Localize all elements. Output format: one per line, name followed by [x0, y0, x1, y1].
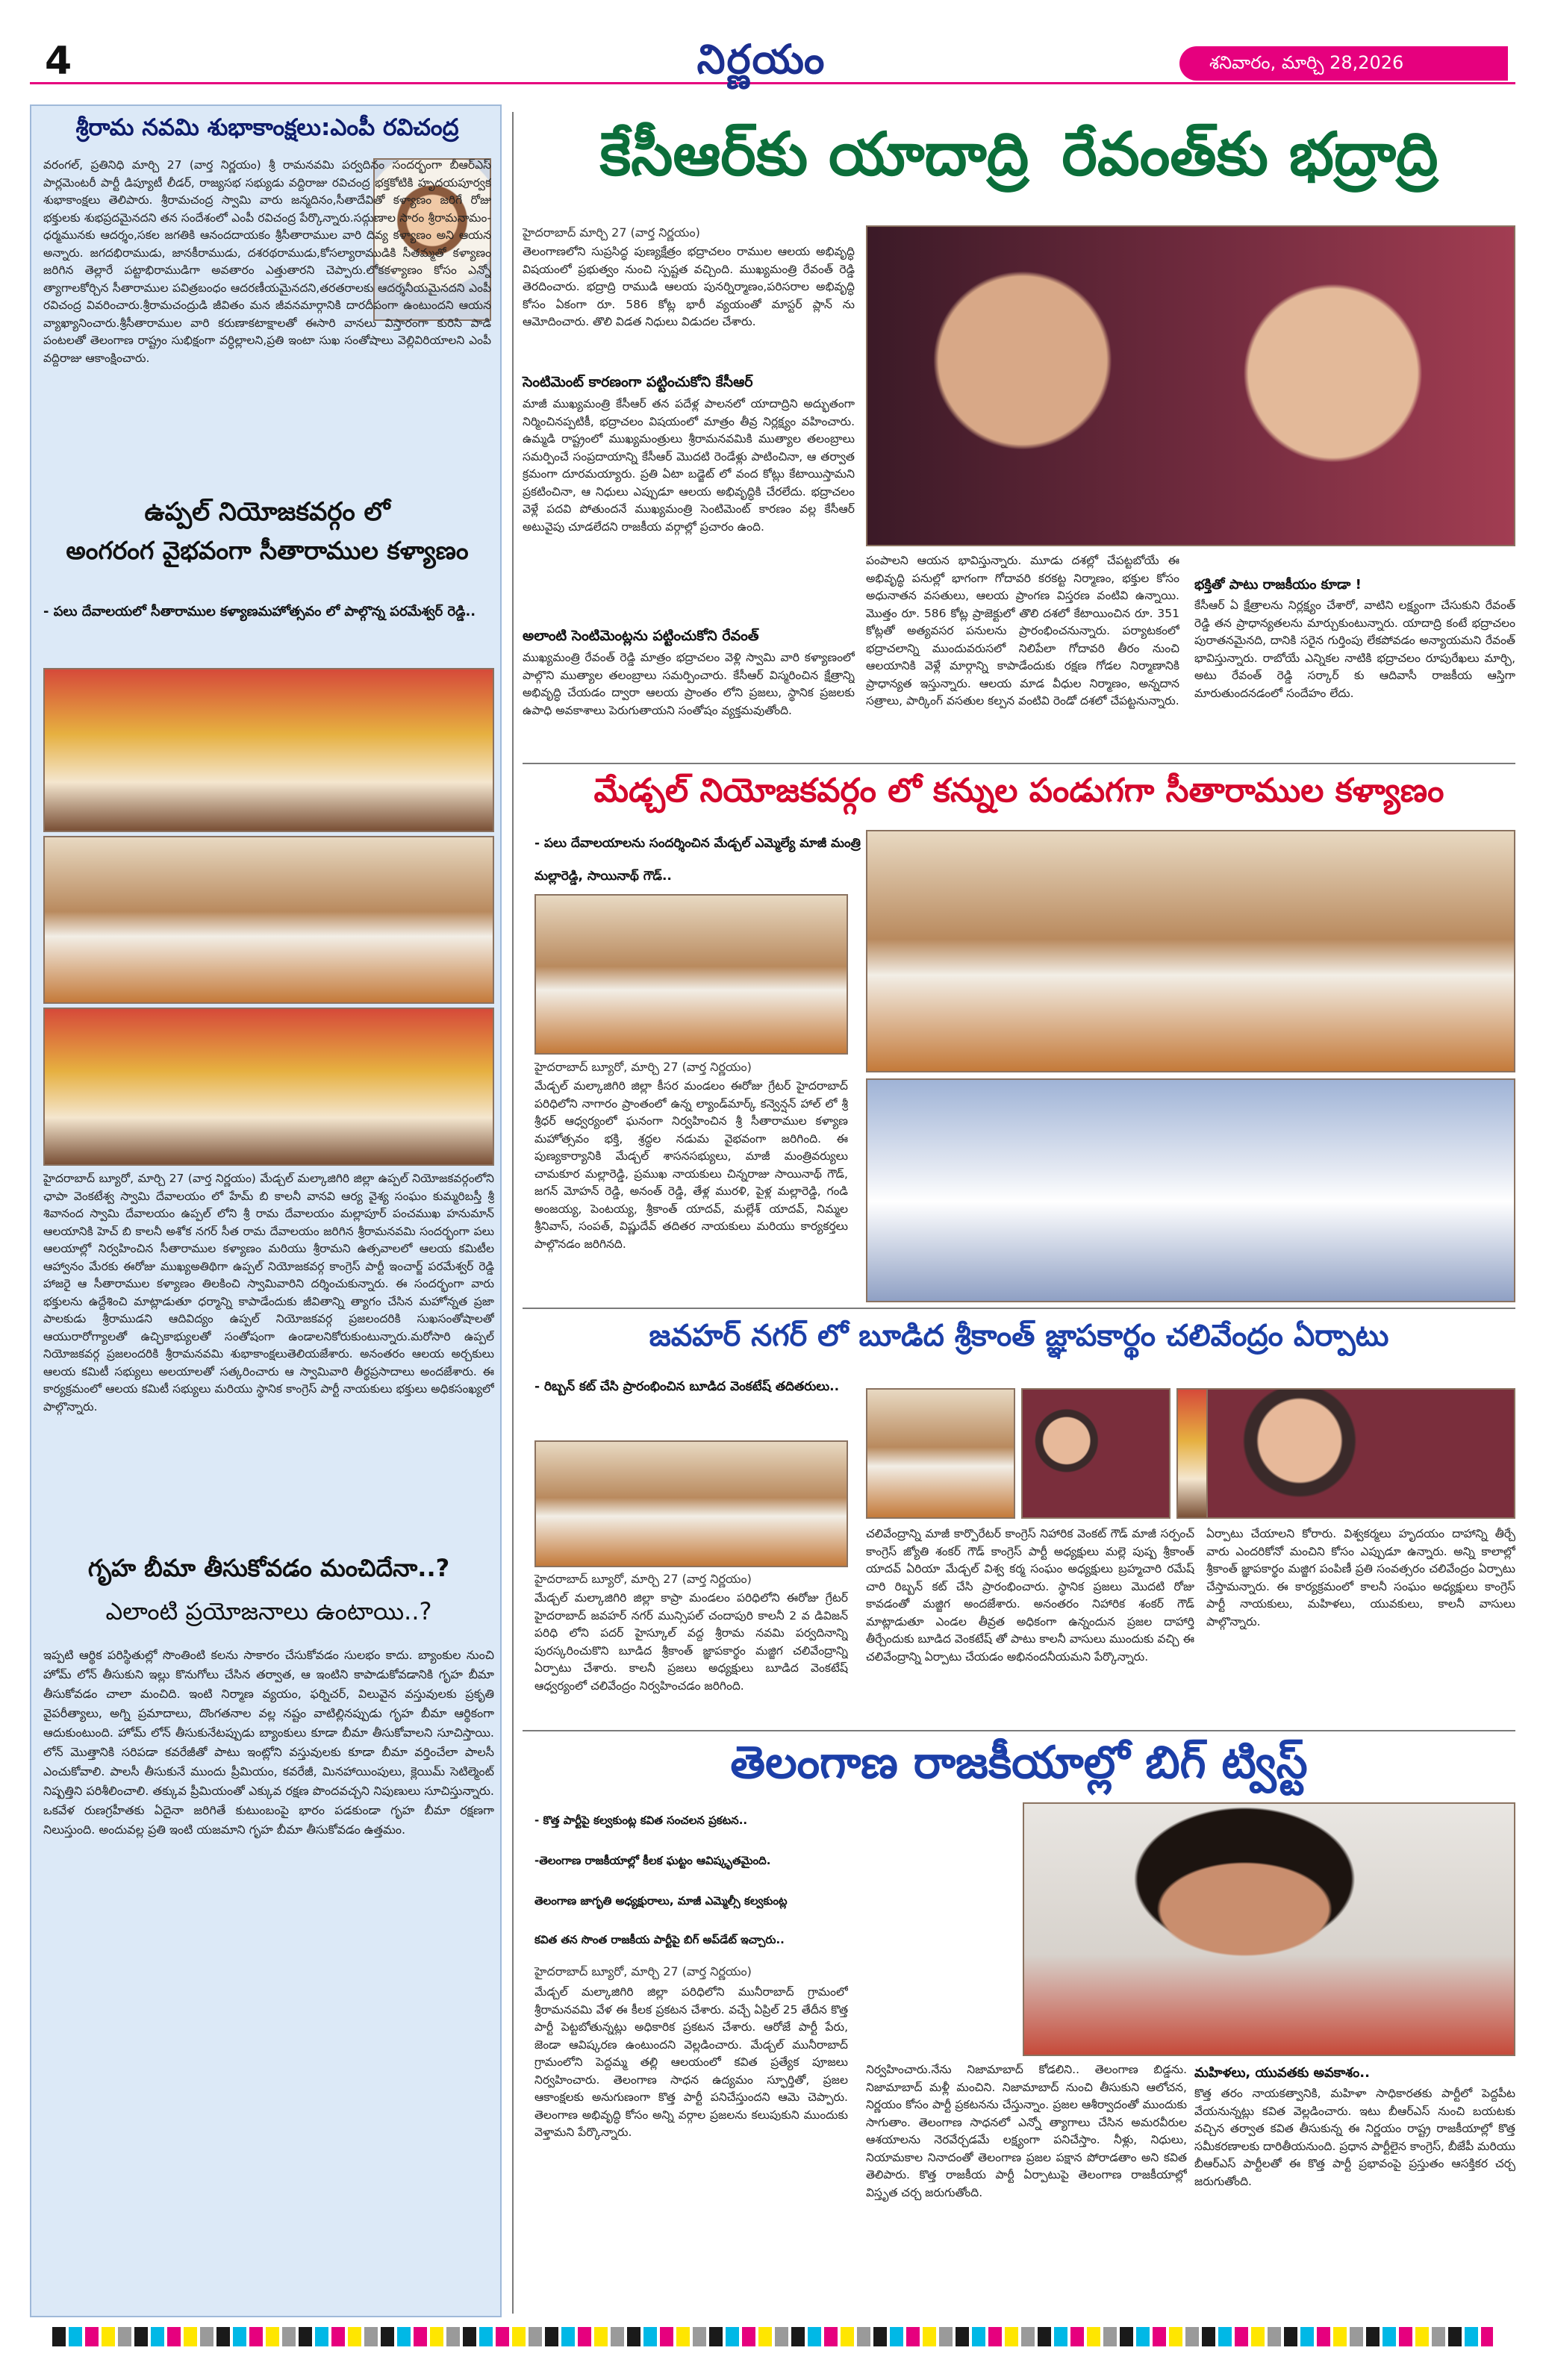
story4-body-col3: కొత్త తరం నాయకత్వానికి, మహిళా సాధికారతకు పార్టీలో పెద్దపీట వేయనున్నట్లు కవిత వెల్లడించారు. ఇటు బీఆర్ఎస్ నుంచి బయటకు వచ్చిన తర్వాత కవిత తీసుకున్న ఈ నిర్ణయం రాష్ట్ర రాజకీయాల్లో కొత్త సమీకరణాలకు దారితీయనుంది. ప్రధాన పార్టీలైన కాంగ్రెస్, బీజేపీ మరియు బీఆర్ఎస్ పార్టీలతో ఈ కొత్త పార్టీ ప్రభావంపై ప్రస్తుతం ఆసక్తికర చర్చ జరుగుతోంది. — [1194, 2087, 1515, 2188]
photo-ritual-1 — [43, 668, 494, 832]
left-article-1 — [43, 112, 491, 143]
story3-body-col1: మేడ్చల్ మల్కాజిగిరి జిల్లా కాప్రా మండలం పరిధిలోని ఈరోజు గ్రేటర్ హైదరాబాద్ జవహర్ నగర్ మున్సిపల్ చందాపురి కాలనీ 2 వ డివిజన్ పరిధి లోని పదర్ హైస్కూల్ వద్ద శ్రీరామ నవమి పర్వదినాన్ని పురస్కరించుకొని బూడిద శ్రీకాంత్ జ్ఞాపకార్థం మజ్జిగ చలివేంద్రాన్ని ఏర్పాటు చేశారు. కాలనీ ప్రజలు అధ్యక్షులు బూడిద వెంకటేష్ ఆధ్వర్యంలో చలివేంద్రం నిర్వహించడం జరిగింది. — [534, 1591, 848, 1693]
story1-body1: మాజీ ముఖ్యమంత్రి కేసీఆర్ తన పదేళ్ల పాలనలో యాదాద్రిని అద్భుతంగా నిర్మించినప్పటికీ, భద్రాచలం విషయంలో మాత్రం తీవ్ర నిర్లక్ష్యం వహించారు. ఉమ్మడి రాష్ట్రంలో ముఖ్యమంత్రులు శ్రీరామనవమికి ముత్యాల తలంబ్రాలు సమర్పించే సంప్రదాయాన్ని కేసీఆర్ మొదటి రెండేళ్లు పాటించినా, ఆ తర్వాత క్రమంగా దూరమయ్యారు. ప్రతి ఏటా బడ్జెట్ లో వంద కోట్లు కేటాయిస్తామని ప్రకటించినా, ఆ నిధులు ఎప్పుడూ ఆలయ అభివృద్ధికి చేరలేదు. భద్రాచలం వెళ్లే పదవి పోతుందనే ముఖ్యమంత్రి సెంటిమెంట్ కారణం వల్ల కేసీఆర్ అటువైపు చూడలేదని రాజకీయ వర్గాల్లో ప్రచారం ఉంది. — [523, 397, 855, 534]
story2-dateline: హైదరాబాద్ బ్యూరో, మార్చి 27 (వార్త నిర్ణయం) — [534, 1060, 752, 1074]
photo-ritual-3 — [43, 1008, 494, 1166]
story1-sub2: అలాంటి సెంటిమెంట్లను పట్టించుకోని రేవంత్ — [523, 628, 759, 644]
story1-sub1: సెంటిమెంట్ కారణంగా పట్టించుకోని కేసీఆర్ — [523, 374, 753, 390]
page-number: 4 — [45, 39, 72, 84]
left-a1-body: వరంగల్, ప్రతినిధి మార్చి 27 (వార్త నిర్ణయం) శ్రీ రామనవమి పర్వదినం సందర్భంగా బీఆర్ఎస్ పార్లమెంటరీ పార్టీ డిప్యూటీ లీడర్, రాజ్యసభ సభ్యుడు వద్దిరాజు రవిచంద్ర భక్తకోటికి హృదయపూర్వక శుభాకాంక్షలు తెలిపారు. శ్రీరామచంద్ర స్వామి వారు జన్మదినం,సీతాదేవితో కళ్యాణం జరిగే రోజు భక్తులకు శుభప్రదమైనదని తన సందేశంలో ఎంపీ రవిచంద్ర పేర్కొన్నారు.సద్గుణాల సారం శ్రీరామనామం-ధర్మమునకు ఆదర్శం,సకల జగతికి ఆనందదాయకం శ్రీసీతారాముల వారి దివ్య కళ్యాణం అని ఆయన అన్నారు. జగదభిరాముడు, జానకీరాముడు, దశరథరాముడు,కోసల్యారాముడికి సీతమ్మతో కళ్యాణం జరిగిన తెల్లారే పట్టాభిరాముడిగా అవతారం ఎత్తుతారని చెప్పారు.లోకకళ్యాణం కోసం ఎన్నో త్యాగాలకోర్చిన సీతారాముల పవిత్రబంధం ఆదరణీయమైనదని,తరతరాలకు ఆదర్శనీయమైనదని ఎంపీ రవిచంద్ర వివరించారు.శ్రీరామచంద్రుడి జీవితం మన జీవనమార్గానికి దారదీపంగా ఉంటుందని ఆయన వ్యాఖ్యానించారు.శ్రీసీతారాముల వారి కరుణాకటాక్షాలతో ఈసారి వానలు విస్తారంగా కురిసి పాడి పంటలతో తెలంగాణ రాష్ట్రం సుభిక్షంగా వర్ధిల్లాలని,ప్రతి ఇంటా సుఖ సంతోషాలు వెల్లివిరియాలని ఎంపీ వద్దిరాజు ఆకాంక్షించారు. — [43, 158, 491, 365]
story3-body-col2: చలివేంద్రాన్ని మాజీ కార్పొరేటర్ కాంగ్రెస్ నిహారిక వెంకట్ గౌడ్ మాజీ సర్పంచ్ కాంగ్రెస్ జ్యోతి శంకర్ గౌడ్ కాంగ్రెస్ పార్టీ అధ్యక్షులు మల్లె పుష్ప శ్రీకాంత్ యాదవ్ ఏరియా మేడ్చల్ విశ్వ కర్మ సంఘం అధ్యక్షులు బ్రహ్మచారి రమేష్ చారి రిబ్బన్ కట్ చేసి ప్రారంభించారు. స్థానిక ప్రజలు మొదటి రోజు కావడంతో మజ్జిగ అందజేశారు. అనంతరం నిహారిక శంకర్ గౌడ్ మాట్లాడుతూ ఎండల తీవ్రత అధికంగా ఉన్నందున ప్రజల దాహార్తి తీర్చేందుకు బూడిద వెంకటేష్ తో పాటు కాలనీ వాసులు ముందుకు వచ్చి ఈ చలివేంద్రాన్ని ఏర్పాటు చేయడం అభినందనీయమని పేర్కొన్నారు. — [866, 1527, 1194, 1664]
story4-top-rule — [523, 1730, 1515, 1731]
story3-dateline: హైదరాబాద్ బ్యూరో, మార్చి 27 (వార్త నిర్ణయం) — [534, 1572, 752, 1586]
story4-bullet-2: -తెలంగాణ రాజకీయాల్లో కీలక ఘట్టం ఆవిష్కృతమైంది. — [534, 1854, 771, 1867]
photo-jawahar-1 — [534, 1440, 848, 1567]
story4-bullet-4: కవిత తన సొంత రాజకీయ పార్టీపై బిగ్ అప్‌డేట్ ఇచ్చారు.. — [534, 1933, 785, 1946]
photo-jawahar-2 — [866, 1388, 1015, 1519]
story1-intro: తెలంగాణలోని సుప్రసిద్ధ పుణ్యక్షేత్రం భద్రాచలం రాముల ఆలయ అభివృద్ధి విషయంలో ప్రభుత్వం నుంచి స్పష్టత వచ్చింది. ముఖ్యమంత్రి రేవంత్ రెడ్డి తెరదించారు. భద్రాద్రి రాముడి ఆలయ పునర్నిర్మాణం,పరిసరాల అభివృద్ధి కోసం ఏకంగా రూ. 586 కోట్ల భారీ వ్యయంతో మాస్టర్ ప్లాన్ ను ఆమోదించారు. తొలి విడత నిధులు విడుదల చేశారు. — [523, 245, 855, 328]
story4-body-col2: నిర్వహించారు.నేను నిజామాబాద్ కోడలిని.. తెలంగాణ బిడ్డను. నిజామాబాద్ మళ్లీ మంచిని. నిజామాబాద్ నుంచి తీసుకుని ఆలోచన, నిర్ణయం కోసం పార్టీ ప్రకటనను చేస్తున్నాం. ప్రజల ఆశీర్వాదంతో ముందుకు సాగుతాం. తెలంగాణ సాధనలో ఎన్నో త్యాగాలు చేసిన అమరవీరుల ఆశయాలను నెరవేర్చడమే లక్ష్యంగా పనిచేస్తాం. నీళ్లు, నిధులు, నియామకాల నినాదంతో తెలంగాణ ప్రజల పక్షాన పోరాడతాం అని కవిత తెలిపారు. కొత్త రాజకీయ పార్టీ ఏర్పాటుపై తెలంగాణ రాజకీయాల్లో విస్తృత చర్చ జరుగుతోంది. — [866, 2063, 1187, 2199]
photo-kavitha — [1023, 1802, 1515, 2056]
story3-headline: జవహర్ నగర్ లో బూడిద శ్రీకాంత్ జ్ఞాపకార్థం చలివేంద్రం ఏర్పాటు — [649, 1319, 1389, 1353]
photo-revanth-kcr — [866, 225, 1515, 546]
story4-sub: మహిళలు, యువతకు అవకాశం.. — [1194, 2065, 1370, 2081]
story2-headline: మేడ్చల్ నియోజకవర్గం లో కన్నుల పండుగగా సీతారాముల కళ్యాణం — [593, 772, 1444, 810]
story1-sub3: భక్తితో పాటు రాజకీయం కూడా ! — [1194, 577, 1362, 593]
print-registration-strip — [52, 2327, 1493, 2346]
main-headline-part2: రేవంత్‌కు భద్రాద్రి — [1062, 119, 1438, 189]
photo-medchal-2 — [866, 830, 1515, 1072]
story3-body-col3: ఏర్పాటు చేయాలని కోరారు. విశ్వకర్మలు హృదయం దాహాన్ని తీర్చే వారు ఎందరికోనో మంచిని కోసం ఎప్పుడూ ఉన్నారు. అన్ని కాలాల్లో శ్రీకాంత్ జ్ఞాపకార్థం మజ్జిగ పంపిణీ ప్రతి సంవత్సరం చలివేంద్రం ఏర్పాటు చేస్తామన్నారు. ఈ కార్యక్రమంలో కాలనీ సంఘం అధ్యక్షులు కాంగ్రెస్ పార్టీ నాయకులు, మహిళలు, యువకులు, కాలనీ వాసులు పాల్గొన్నారు. — [1206, 1527, 1515, 1628]
masthead-logo: నిర్ణయం — [696, 36, 826, 83]
story1-body2: ముఖ్యమంత్రి రేవంత్ రెడ్డి మాత్రం భద్రాచలం వెళ్లి స్వామి వారి కళ్యాణంలో పాల్గొని ముత్యాల తలంబ్రాలు సమర్పించారు. కేసీఆర్ విస్మరించిన క్షేత్రాన్ని అభివృద్ధి చేయడం ద్వారా ఆలయ ప్రాంతం లోని ప్రజలు, స్థానిక ప్రజలకు ఉపాధి అవకాశాలు పెరుగుతాయని సంతోషం వ్యక్తమవుతోంది. — [523, 651, 855, 717]
photo-jawahar-5 — [1206, 1388, 1515, 1519]
left-a2-body: హైదరాబాద్ బ్యూరో, మార్చి 27 (వార్త నిర్ణయం) మేడ్చల్ మల్కాజిగిరి జిల్లా ఉప్పల్ నియోజకవర్గంలోని ఛాపా వెంకటేశ్వ స్వామి దేవాలయం లో హేమ్ బి కాలనీ వానవి ఆర్య వైశ్య సంఘం కుమ్మరిబస్తీ శ్రీ శివానంద స్వామి దేవాలయం ఉప్పల్ లోని శ్రీ రామ దేవాలయం మల్లాపూర్ పంచముఖ హనుమాన్ ఆలయానికి హెచ్ బి కాలనీ అశోక నగర్ సీత రామ దేవాలయం జరిగిన శ్రీరామనవమి సందర్భంగా పలు ఆలయాల్లో నిర్వహించిన సీతారాముల కళ్యాణం మరియు శ్రీరామని ఉత్సవాలలో ఆలయ కమిటీల ఆహ్వానం మేరకు ఈరోజు ముఖ్యఅతిథిగా ఉప్పల్ నియోజకవర్గ కాంగ్రెస్ పార్టీ ఇంచార్జ్ పరమేశ్వర్ రెడ్డి హాజరై ఆ సీతారాముల కళ్యాణం తిలకించి స్వామివారిని దర్శించుకున్నారు. ఈ సందర్భంగా వారు భక్తులను ఉద్దేశించి మాట్లాడుతూ ధర్మాన్ని కాపాడేందుకు జీవితాన్ని త్యాగం చేసిన మహోన్నత ప్రజా పాలకుడు శ్రీరాముడని ఆదివిద్యం ఉప్పల్ నియోజకవర్గ ప్రజలందరికి సుఖసంతోషాలతో ఆయురారోగ్యాలతో ఉచ్ఛికాభ్యులతో సంతోషంగా ఉండాలనికోరుకుంటున్నారు.మరోసారి ఉప్పల్ నియోజకవర్గ ప్రజలందరికి శ్రీరామనవమి శుభాకాంక్షలుతెలియజేశారు. అనంతరం ఆలయ అర్చకులు ఆలయ కమిటీ సభ్యులు అలయాలతో సత్కరించారు ఆ స్వామివారి తీర్థప్రసాదాలు అందజేశారు. ఈ కార్యక్రమంలో ఆలయ కమిటీ సభ్యులు మరియు స్థానిక కాంగ్రెస్ పార్టీ నాయకులు భక్తులు అధికసంఖ్యలో పాల్గొన్నారు. — [43, 1172, 494, 1414]
left-a3-headline-line2: ఎలాంటి ప్రయోజనాలు ఉంటాయి..? — [105, 1597, 432, 1625]
story3-bullet: - రిబ్బన్ కట్ చేసి ప్రారంభించిన బూడిద వెంకటేష్ తదితరులు.. — [534, 1379, 840, 1394]
story2-body: మేడ్చల్ మల్కాజిగిరి జిల్లా కీసర మండలం ఈరోజు గ్రేటర్ హైదరాబాద్ పరిధిలోని నాగారం ప్రాంతంలో ఉన్న ల్యాండ్‌మార్క్ కన్వెన్షన్ హాల్ లో శ్రీ శ్రీధర్ ఆధ్వర్యంలో ఘనంగా నిర్వహించిన శ్రీ సీతారాముల కళ్యాణ మహోత్సవం భక్తి, శ్రద్ధల నడుమ వైభవంగా జరిగింది. ఈ పుణ్యకార్యానికి మేడ్చల్ శాసనసభ్యులు, మాజీ మంత్రివర్యులు చామకూర మల్లారెడ్డి, ప్రముఖ నాయకులు చిన్నరాజు సాయినాథ్ గౌడ్, జగన్ మోహన్ రెడ్డి, అనంత్ రెడ్డి, తేళ్ల మురళి, పైళ్ల మల్లారెడ్డి, గండి అంజయ్య, పెంటయ్య, శ్రీకాంత్ యాదవ్, మల్లేశ్ యాదవ్, నిమ్మల శ్రీనివాస్, సంపత్, విష్ణుదేవ్ తదితర నాయకులు మరియు కార్యకర్తలు పాల్గొనడం జరిగినది. — [534, 1079, 848, 1251]
left-a3-headline-line1: గృహ బీమా తీసుకోవడం మంచిదేనా..? — [87, 1554, 450, 1582]
issue-date: శనివారం, మార్చి 28,2026 — [1209, 52, 1404, 73]
story4-bullet-1: - కొత్త పార్టీపై కల్వకుంట్ల కవిత సంచలన ప్రకటన.. — [534, 1814, 748, 1827]
story1-dateline: హైదరాబాద్ మార్చి 27 (వార్త నిర్ణయం) — [523, 225, 700, 240]
left-a1-headline: శ్రీరామ నవమి శుభాకాంక్షలు:ఎంపీ రవిచంద్ర — [75, 114, 459, 141]
story2-bullet: - పలు దేవాలయాలను సందర్శించిన మేడ్చల్ ఎమ్మెల్యే మాజీ మంత్రి మల్లారెడ్డి, సాయినాథ్ గౌడ్.. — [534, 836, 861, 884]
photo-medchal-1 — [534, 894, 848, 1055]
story4-headline: తెలంగాణ రాజకీయాల్లో బిగ్ ట్విస్ట్ — [730, 1737, 1308, 1789]
story4-body-col1: మేడ్చల్ మల్కాజిగిరి జిల్లా పరిధిలోని మునీరాబాద్ గ్రామంలో శ్రీరామనవమి వేళ ఈ కీలక ప్రకటన చేశారు. వచ్చే ఏప్రిల్ 25 తేదీన కొత్త పార్టీ పెట్టబోతున్నట్లు అధికారిక ప్రకటన చేశారు. ఆరోజే పార్టీ పేరు, జెండా ఆవిష్కరణ ఉంటుందని వెల్లడించారు. మేడ్చల్ మునీరాబాద్ గ్రామంలోని పెద్దమ్మ తల్లి ఆలయంలో కవిత ప్రత్యేక పూజలు నిర్వహించారు. తెలంగాణ సాధన ఉద్యమం స్ఫూర్తితో, ప్రజల ఆకాంక్షలకు అనుగుణంగా కొత్త పార్టీ పనిచేస్తుందని ఆమె చెప్పారు. తెలంగాణ అభివృద్ధి కోసం అన్ని వర్గాల ప్రజలను కలుపుకుని ముందుకు వెళ్తామని పేర్కొన్నారు. — [534, 1985, 848, 2139]
left-a2-headline-line2: అంగరంగ వైభవంగా సీతారాముల కళ్యాణం — [66, 536, 469, 565]
left-a3-body: ఇప్పటి ఆర్థిక పరిస్థితుల్లో సొంతింటి కలను సాకారం చేసుకోవడం సులభం కాదు. బ్యాంకుల నుంచి హోమ్ లోన్ తీసుకుని ఇల్లు కొనుగోలు చేసిన తర్వాత, ఆ ఇంటిని కాపాడుకోవడానికి గృహ బీమా తీసుకోవడం చాలా మంచిది. ఇంటి నిర్మాణ వ్యయం, ఫర్నిచర్, విలువైన వస్తువులకు ప్రకృతి వైపరీత్యాలు, అగ్ని ప్రమాదాలు, దొంగతనాల వల్ల నష్టం వాటిల్లినప్పుడు గృహ బీమా ఆర్థికంగా ఆదుకుంటుంది. హోమ్ లోన్ తీసుకునేటప్పుడు బ్యాంకులు కూడా బీమా తీసుకోవాలని సూచిస్తాయి. లోన్ మొత్తానికి సరిపడా కవరేజీతో పాటు ఇంట్లోని వస్తువులకు కూడా బీమా వర్తించేలా పాలసీ ఎంచుకోవాలి. పాలసీ తీసుకునే ముందు ప్రీమియం, కవరేజీ, మినహాయింపులు, క్లెయిమ్ సెటిల్మెంట్ నిష్పత్తిని పరిశీలించాలి. తక్కువ ప్రీమియంతో ఎక్కువ రక్షణ పొందవచ్చని నిపుణులు సూచిస్తున్నారు. ఒకవేళ రుణగ్రహీతకు ఏదైనా జరిగితే కుటుంబంపై భారం పడకుండా గృహ బీమా రక్షణగా నిలుస్తుంది. అందువల్ల ప్రతి ఇంటి యజమాని గృహ బీమా తీసుకోవడం ఉత్తమం. — [43, 1648, 494, 1837]
photo-medchal-3 — [866, 1078, 1515, 1302]
story3-top-rule — [523, 1308, 1515, 1309]
left-a2-bullet: - పలు దేవాలయలో సీతారాముల కళ్యాణమహోత్సవం లో పాల్గొన్న పరమేశ్వర్ రెడ్డి.. — [43, 604, 476, 619]
date-banner — [1179, 46, 1508, 81]
photo-ritual-2 — [43, 836, 494, 1004]
left-article-2-headline — [43, 493, 491, 570]
story2-top-rule — [523, 763, 1515, 764]
story1-body-col3: కేసీఆర్ ఏ క్షేత్రాలను నిర్లక్ష్యం చేశారో, వాటిని లక్ష్యంగా చేసుకుని రేవంత్ రెడ్డి తన ప్రాధాన్యతలను మార్చుకుంటున్నారు. యాదాద్రి కంటే భద్రాచలం పురాతనమైనది, దానికి సరైన గుర్తింపు లేకపోవడం అన్యాయమని రేవంత్ భావిస్తున్నారు. రాబోయే ఎన్నికల నాటికి భద్రాచలం రూపురేఖలు మార్చి, అటు రేవంత్ రెడ్డి సర్కార్ కు ఆదివాసీ రాజకీయ ఆస్తిగా మారుతుందనడంలో సందేహం లేదు. — [1194, 599, 1515, 700]
col-divider-left — [512, 112, 514, 2314]
photo-jawahar-3 — [1021, 1388, 1171, 1519]
story1-body-col2: పంపాలని ఆయన భావిస్తున్నారు. మూడు దశల్లో చేపట్టబోయే ఈ అభివృద్ధి పనుల్లో భాగంగా గోదావరి కరకట్ట నిర్మాణం, భక్తుల కోసం అధునాతన వసతులు, ఆలయ ప్రాంగణ విస్తరణ వంటివి ఉన్నాయి. మొత్తం రూ. 586 కోట్ల ప్రాజెక్టులో తొలి దశలో కేటాయించిన రూ. 351 కోట్లతో అత్యవసర పనులను ప్రారంభించనున్నారు. పర్యాటకంలో భద్రాచలాన్ని ముందువరుసలో నిలిపేలా గోదావరి తీరం నుంచి ఆలయానికి వెళ్లే మార్గాన్ని కాపాడేందుకు రక్షణ గోడల నిర్మాణానికి ప్రాధాన్యత ఇస్తున్నారు. ఆలయ మాడ వీధుల నిర్మాణం, అన్నదాన సత్రాలు, పార్కింగ్ వసతుల కల్పన వంటివి రెండో దశలో చేపట్టనున్నారు. — [866, 554, 1179, 708]
left-a2-headline-line1: ఉప్పల్ నియోజకవర్గం లో — [144, 497, 390, 527]
story4-dateline: హైదరాబాద్ బ్యూరో, మార్చి 27 (వార్త నిర్ణయం) — [534, 1964, 752, 1978]
story4-bullet-3: తెలంగాణ జాగృతి అధ్యక్షురాలు, మాజీ ఎమ్మెల్సీ కల్వకుంట్ల — [534, 1894, 788, 1908]
main-headline-part1: కేసీఆర్‌కు యాదాద్రి — [599, 119, 1029, 189]
main-headline — [523, 119, 1515, 204]
left-article-3-headline — [43, 1546, 494, 1633]
